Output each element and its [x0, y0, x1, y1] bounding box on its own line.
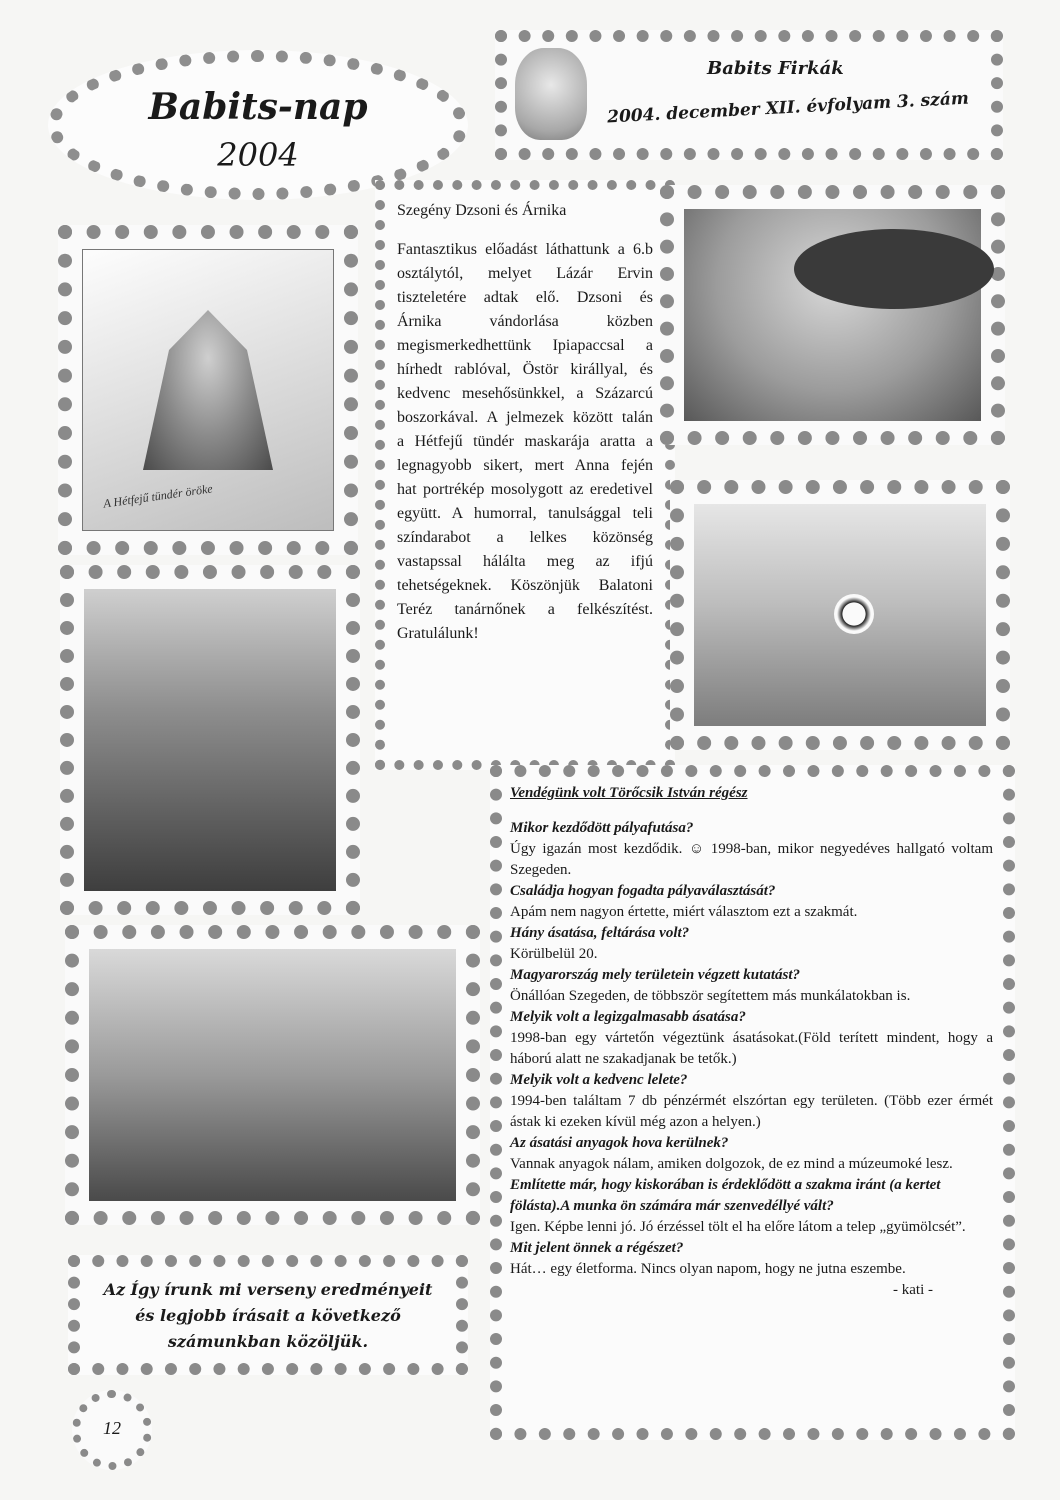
interview-signature: - kati - [893, 1282, 933, 1298]
stage-photo-left-frame [60, 565, 360, 915]
page-number: 12 [103, 1418, 121, 1438]
football-photo [694, 504, 986, 726]
story-heading: Szegény Dzsoni és Árnika [397, 202, 567, 219]
interview-question: Mikor kezdődött pályafutása? [510, 820, 694, 836]
interview-question: Melyik volt a legizgalmasabb ásatása? [510, 1009, 746, 1025]
interview-answer: Önállóan Szegeden, de többször segítettem más munkálatokban is. [510, 988, 911, 1004]
stage-photo-bottom-frame [65, 925, 480, 1225]
interview-question: Családja hogyan fogadta pályaválasztását? [510, 883, 776, 899]
title-oval [48, 50, 468, 200]
interview-answer: Körülbelül 20. [510, 946, 598, 962]
story-body: Fantasztikus előadást láthattunk a 6.b osztálytól, melyet Lázár Ervin tiszteletére adtak elő. Dzsoni és Árnika vándorlása közben megismerkedhettünk Ipiapaccsal a hírhedt rablóval, Östör királlyal, és kedvenc mesehősünkkel, a Százarcú boszorkával. A jelmezek között talán a Hétfejű tündér maskarája aratta a legnagyobb sikert, mert Anna fején hat portrékép mosolygott az eredetivel együtt. A humorral, tanulsággal teli színdarabot a lelkes közönség vastapssal hálálta meg az ifjú tehetségeknek. Köszönjük Balatoni Teréz tanárnőnek a felkészítést. Gratulálunk! [397, 241, 653, 642]
interview-question: Melyik volt a kedvenc lelete? [510, 1072, 688, 1088]
interview-answer: 1998-ban egy vártetőn végeztünk ásatásokat.(Föld terített mindent, hogy a háború alatt ne szakadjanak be tetők.) [510, 1030, 993, 1067]
interview-question: Hány ásatása, feltárása volt? [510, 925, 690, 941]
sombrero-photo [684, 209, 981, 421]
masthead-title: Babits Firkák [707, 58, 844, 79]
stage-photo-left [84, 589, 336, 891]
interview-question: Az ásatási anyagok hova kerülnek? [510, 1135, 729, 1151]
interview-heading: Vendégünk volt Törőcsik István régész [510, 785, 748, 801]
interview-question: Magyarország mely területein végzett kutatást? [510, 967, 800, 983]
drawing-caption: A Hétfejű tündér öröke [102, 481, 214, 511]
sombrero-shape [794, 229, 994, 309]
sombrero-photo-frame [660, 185, 1005, 445]
drawing-photo [82, 249, 334, 531]
teddy-bear-icon [515, 48, 587, 140]
announcement-box [68, 1255, 468, 1375]
drawing-photo-frame [58, 225, 358, 555]
football-ball [834, 594, 874, 634]
figure-illustration [143, 310, 273, 470]
interview-qa-list [510, 818, 993, 1280]
interview-answer: Apám nem nagyon értette, miért választom ezt a szakmát. [510, 904, 858, 920]
interview-question: Mit jelent önnek a régészet? [510, 1240, 684, 1256]
interview-answer: Úgy igazán most kezdődik. ☺ 1998-ban, mikor negyedéves hallgató voltam Szegeden. [510, 841, 993, 878]
stage-photo-bottom [89, 949, 456, 1201]
interview-answer: Igen. Képbe lenni jó. Jó érzéssel tölt el ha előre látom a telep „gyümölcsét”. [510, 1219, 966, 1235]
story-box [375, 180, 675, 770]
interview-box [490, 765, 1015, 1440]
interview-question: Említette már, hogy kiskorában is érdeklődött a szakma iránt (a kertet fölásta).A munka ön számára már szenvedéllyé vált? [510, 1177, 941, 1214]
interview-answer: Hát… egy életforma. Nincs olyan napom, hogy ne jutna eszembe. [510, 1261, 906, 1277]
football-photo-frame [670, 480, 1010, 750]
interview-answer: 1994-ben találtam 7 db pénzérmét elszórtan egy területen. (Több ezer érmét ástak ki ezeken kívül még azon a helyen.) [510, 1093, 993, 1130]
announcement-text: Az Így írunk mi verseny eredményeit és legjobb írásait a következő számunkban közöljük. [103, 1280, 433, 1351]
page-title: Babits-nap [148, 86, 368, 128]
interview-answer: Vannak anyagok nálam, amiken dolgozok, de ez mind a múzeumoké lesz. [510, 1156, 953, 1172]
page-year: 2004 [217, 136, 299, 174]
masthead [495, 30, 1003, 160]
masthead-issue: 2004. december XII. évfolyam 3. szám [606, 88, 970, 128]
page-number-badge [72, 1390, 152, 1470]
